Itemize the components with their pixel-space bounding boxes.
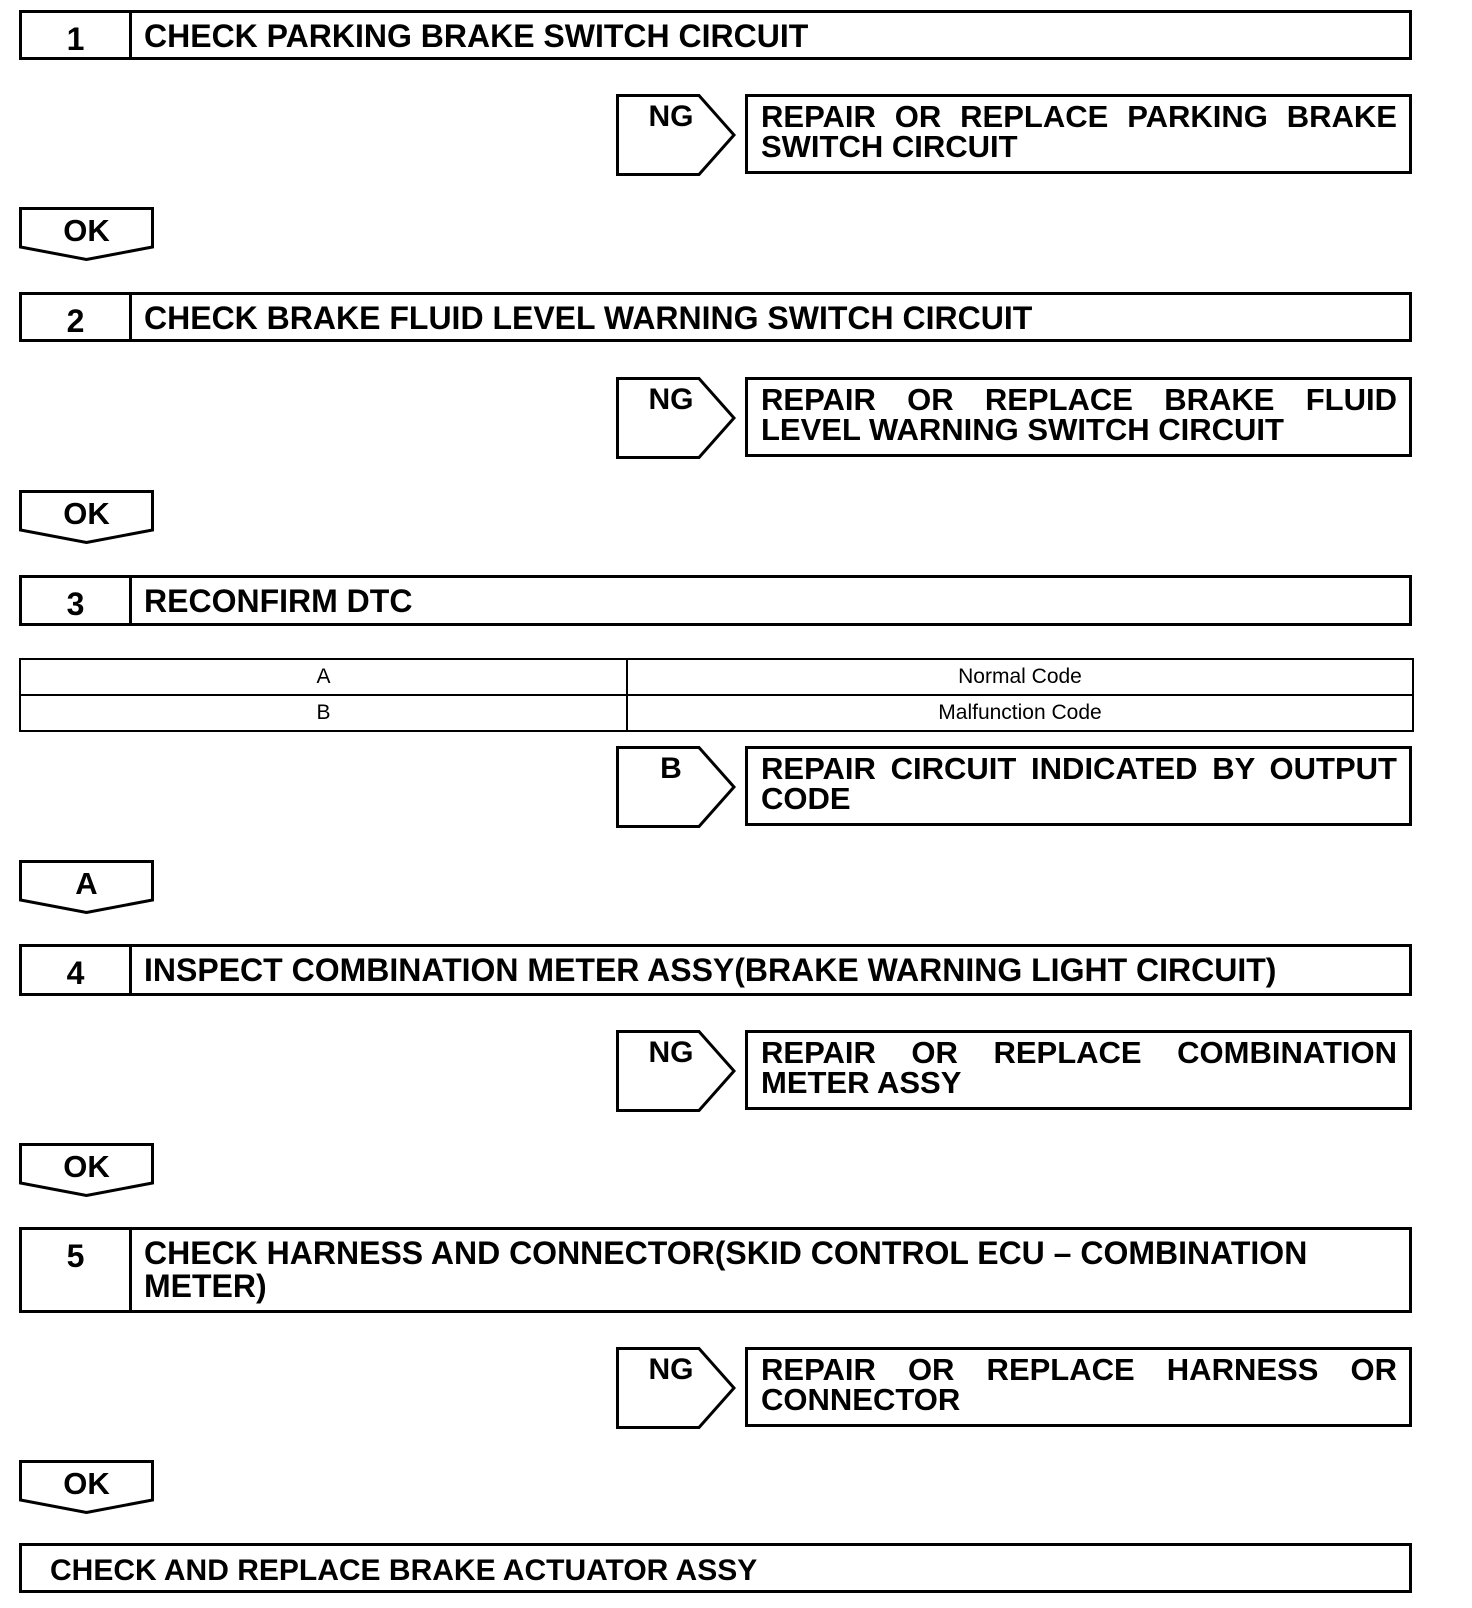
table-row bbox=[20, 659, 1413, 695]
branch-arrow-5 bbox=[616, 1347, 738, 1429]
branch-label: NG bbox=[648, 1036, 694, 1069]
branch-arrow-4 bbox=[616, 1030, 738, 1112]
step-number: 5 bbox=[22, 1230, 132, 1310]
branch-action-3: REPAIR CIRCUIT INDICATED BY OUTPUT CODE bbox=[745, 746, 1412, 826]
step-number: 3 bbox=[22, 578, 132, 623]
final-action-box: CHECK AND REPLACE BRAKE ACTUATOR ASSY bbox=[19, 1543, 1412, 1593]
continue-arrow-1 bbox=[19, 207, 154, 261]
step-title: RECONFIRM DTC bbox=[144, 583, 413, 619]
result-table bbox=[19, 658, 1414, 732]
branch-arrow-3 bbox=[616, 746, 738, 828]
step-title: CHECK PARKING BRAKE SWITCH CIRCUIT bbox=[144, 18, 809, 54]
condition-cell: Malfunction Code bbox=[627, 695, 1413, 731]
branch-action-5: REPAIR OR REPLACE HARNESS OR CONNECTOR bbox=[745, 1347, 1412, 1427]
branch-label: NG bbox=[648, 100, 694, 133]
continue-label: OK bbox=[63, 1149, 110, 1184]
step-5-box bbox=[19, 1227, 1412, 1313]
step-number: 1 bbox=[22, 13, 132, 57]
continue-label: A bbox=[75, 866, 98, 901]
continue-arrow-5 bbox=[19, 1460, 154, 1514]
continue-label: OK bbox=[63, 213, 110, 248]
table-row bbox=[20, 695, 1413, 731]
branch-action-4: REPAIR OR REPLACE COMBINATION METER ASSY bbox=[745, 1030, 1412, 1110]
step-1-box bbox=[19, 10, 1412, 60]
branch-label: NG bbox=[648, 383, 694, 416]
result-cell: A bbox=[20, 659, 627, 695]
branch-label: B bbox=[660, 752, 682, 785]
step-number: 4 bbox=[22, 947, 132, 993]
branch-action-2: REPAIR OR REPLACE BRAKE FLUID LEVEL WARNING SWITCH CIRCUIT bbox=[745, 377, 1412, 457]
continue-arrow-3 bbox=[19, 860, 154, 914]
condition-cell: Normal Code bbox=[627, 659, 1413, 695]
branch-action-1: REPAIR OR REPLACE PARKING BRAKE SWITCH CIRCUIT bbox=[745, 94, 1412, 174]
step-number: 2 bbox=[22, 295, 132, 339]
continue-arrow-4 bbox=[19, 1143, 154, 1197]
branch-arrow-2 bbox=[616, 377, 738, 459]
continue-label: OK bbox=[63, 1466, 110, 1501]
continue-arrow-2 bbox=[19, 490, 154, 544]
step-title: CHECK BRAKE FLUID LEVEL WARNING SWITCH CIRCUIT bbox=[144, 300, 1033, 336]
step-3-box bbox=[19, 575, 1412, 626]
branch-label: NG bbox=[648, 1353, 694, 1386]
result-cell: B bbox=[20, 695, 627, 731]
step-title: INSPECT COMBINATION METER ASSY(BRAKE WARNING LIGHT CIRCUIT) bbox=[144, 952, 1277, 988]
step-title: CHECK HARNESS AND CONNECTOR(SKID CONTROL ECU – COMBINATION METER) bbox=[144, 1235, 1308, 1304]
continue-label: OK bbox=[63, 496, 110, 531]
branch-arrow-1 bbox=[616, 94, 738, 176]
step-2-box bbox=[19, 292, 1412, 342]
step-4-box bbox=[19, 944, 1412, 996]
